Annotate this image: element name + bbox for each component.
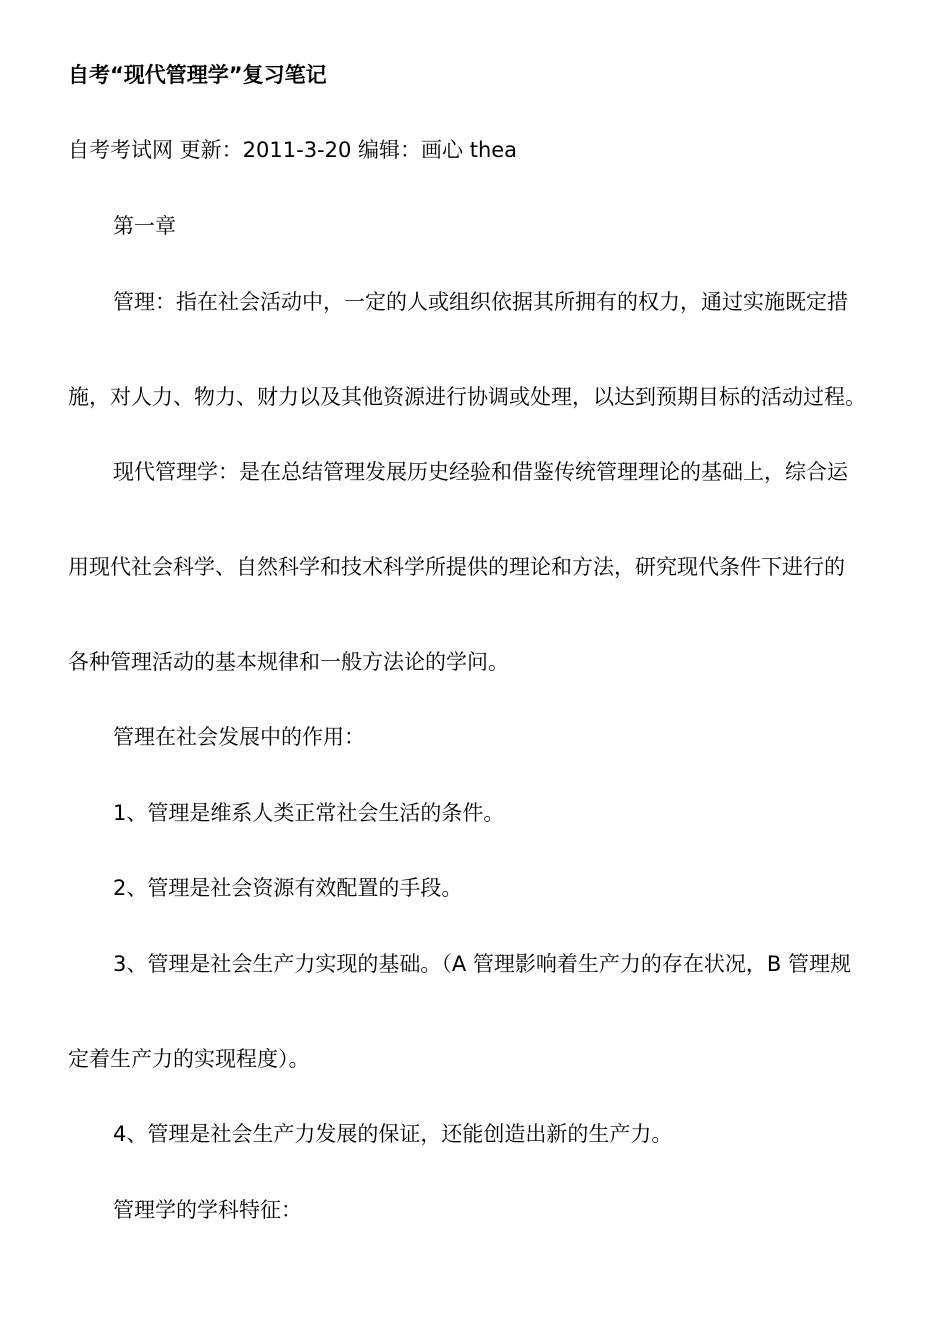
paragraph-line: 管理：指在社会活动中，一定的人或组织依据其所拥有的权力，通过实施既定措: [113, 290, 848, 314]
list-item: 1、管理是维系人类正常社会生活的条件。: [113, 801, 505, 825]
list-item: 4、管理是社会生产力发展的保证，还能创造出新的生产力。: [113, 1122, 673, 1146]
document-title: 自考“现代管理学”复习笔记: [68, 63, 327, 87]
paragraph-line: 施，对人力、物力、财力以及其他资源进行协调或处理，以达到预期目标的活动过程。: [68, 385, 866, 409]
section-heading: 管理在社会发展中的作用：: [113, 725, 365, 749]
chapter-heading: 第一章: [113, 214, 176, 238]
paragraph-line: 用现代社会科学、自然科学和技术科学所提供的理论和方法，研究现代条件下进行的: [68, 555, 845, 579]
list-item-continuation: 定着生产力的实现程度）。: [68, 1047, 310, 1071]
document-meta: 自考考试网 更新：2011-3-20 编辑：画心 thea: [68, 138, 518, 162]
list-item: 2、管理是社会资源有效配置的手段。: [113, 876, 463, 900]
section-heading: 管理学的学科特征：: [113, 1198, 302, 1222]
list-item: 3、管理是社会生产力实现的基础。（A 管理影响着生产力的存在状况，B 管理规: [113, 952, 851, 976]
paragraph-line: 现代管理学：是在总结管理发展历史经验和借鉴传统管理理论的基础上，综合运: [113, 460, 848, 484]
paragraph-line: 各种管理活动的基本规律和一般方法论的学问。: [68, 650, 509, 674]
